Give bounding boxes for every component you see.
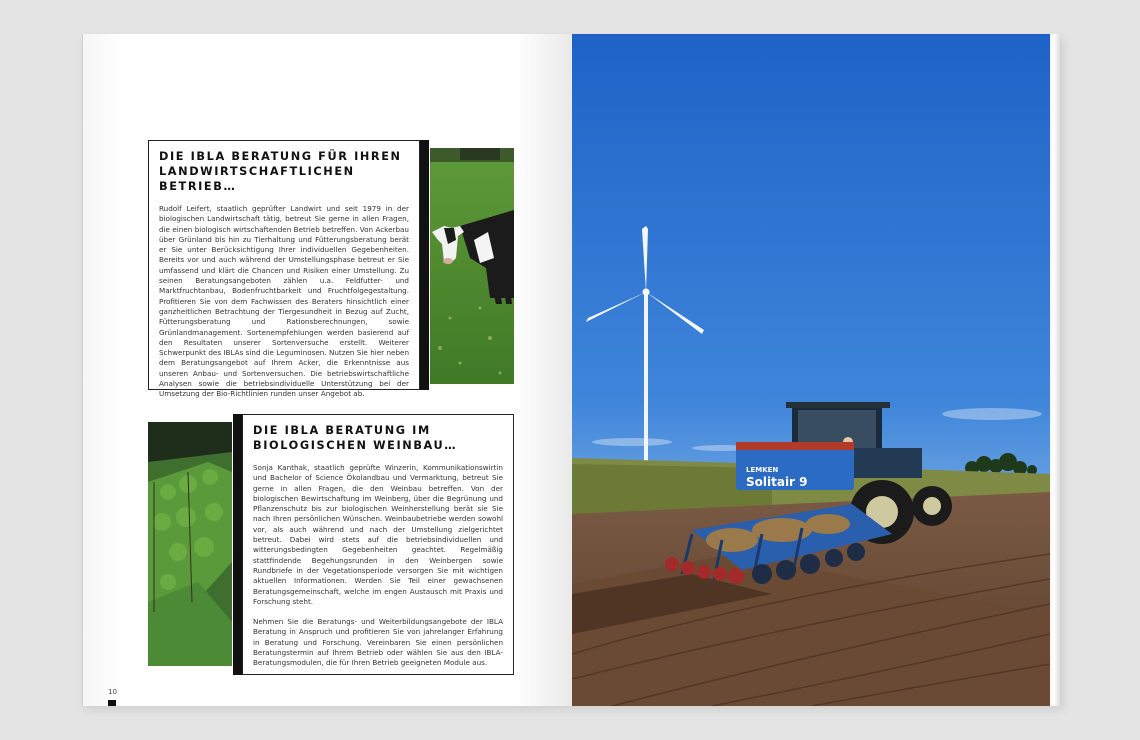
section-heading-viticulture: DIE IBLA BERATUNG IM BIOLOGISCHEN WEINBAU… <box>253 424 458 452</box>
drill-model-label: Solitair 9 <box>746 475 808 489</box>
accent-bar-2 <box>233 414 242 675</box>
tractor-photo-page <box>572 34 1050 706</box>
page-marker <box>108 700 116 706</box>
section-box-agriculture <box>148 140 420 399</box>
vineyard-photo <box>148 422 232 666</box>
section-body-viticulture-1: Sonja Kanthak, staatlich geprüfte Winzerin, Kommunikationswirtin und Bachelor of Science Ökolandbau und Vermarktung, betreut Sie gerne in allen Fragen, die den Weinbau betreffen. Von der biologischen Bewirtschaftung im Weinberg, über die Begrünung und Pflanzenschutz bis zur biologischen Weinherstellung berät sie Sie nach Ihren persönlichen Wünschen. Weinbaubetriebe werden sowohl vor, als auch während und nach der Umstellung zielgerichtet betreut. Dabei wird stets auf die betriebsindividuellen und witterungsbedingten Gegebenheiten geachtet. Regelmäßig stattfindende Begehungsrunden in den Weinbergen sowie Rundbriefe in der Vegetationsperiode versorgen Sie mit wichtigen aktuellen Informationen. Werden Sie Teil einer gewachsenen Beratungsgemeinschaft, welche im engen Austausch mit Praxis und Forschung steht. <box>253 463 503 606</box>
cow-photo <box>430 148 514 384</box>
section-heading-agriculture: DIE IBLA BERATUNG FÜR IHREN LANDWIRTSCHAFTLICHEN BETRIEB… <box>159 150 402 193</box>
page-edge <box>1050 34 1060 706</box>
accent-bar <box>420 140 429 390</box>
drill-brand-label: LEMKEN <box>746 466 779 474</box>
section-body-viticulture-2: Nehmen Sie die Beratungs- und Weiterbildungsangebote der IBLA Beratung in Anspruch und profitieren Sie von jahrelanger Erfahrung in Beratung und Forschung. Vereinbaren Sie einen persönlichen Beratungstermin auf Ihrem Betrieb oder wählen Sie aus den IBLA-Beratungsmodulen, die für Ihren Betrieb geeigneten Module aus. <box>253 617 503 668</box>
page-number: 10 <box>108 688 117 696</box>
section-body-agriculture: Rudolf Leifert, staatlich geprüfter Landwirt und seit 1979 in der biologischen Landwirtschaft tätig, betreut Sie gerne in allen Fragen, die einen biologisch wirtschaftenden Betrieb betreffen. Von Ackerbau über Grünland bis hin zu Tierhaltung und Fütterungsberatung berät er Sie unter Berücksichtigung Ihrer individuellen Gegebenheiten. Bereits vor und auch während der Umstellungsphase betreut er Sie umfassend und klärt die Chancen und Risiken einer Umstellung. Zu seinen Beratungsangeboten zählen u.a. Feldfutter- und Marktfruchtanbau, Bodenfruchtbarkeit und Fruchtfolgegestaltung. Profitieren Sie von dem Fachwissen des Beraters hinsichtlich einer ganzheitlichen Betrachtung der Tiergesundheit in Bezug auf Zucht, Fütterungsberatung und Rationsberechnungen, sowie Grünlandmanagement. Sortenempfehlungen werden basierend auf den Resultaten unserer Sortenversuche erstellt. Weiterer Schwerpunkt des IBLAs sind die Leguminosen. Nutzen Sie hier neben dem Beratungsangebot auf Ihrem Acker, die Erkenntnisse aus unseren Anbau- und Sortenversuchen. Die betriebswirtschaftliche Analysen sowie die betriebsindividuelle Unterstützung bei der Umsetzung der Bio-Richtlinien runden unser Angebot ab. <box>159 204 409 399</box>
section-box-viticulture <box>242 414 514 675</box>
